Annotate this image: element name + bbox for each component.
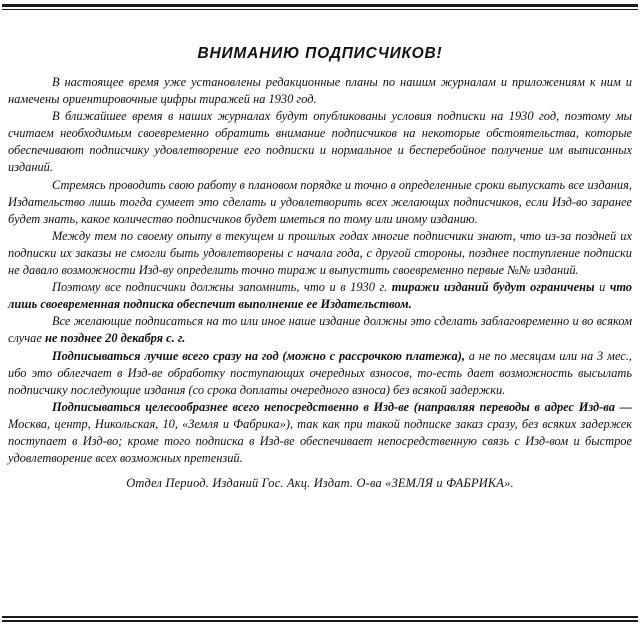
emphasized-text: тиражи изданий будут ограничены [391,280,595,295]
emphasized-text: Подписываться целесообразнее всего непосредственно в Изд-ве (направляя переводы в адрес Изд-ва — [52,399,632,414]
paragraph-text: Москва, центр, Никольская, 10, «Земля и Фабрика»), так как при такой подписке заказ сразу, без всяких задержек поступает в Изд-во; кроме того подписка в Изд-ве обеспечивает непосредственную связь с Изд-вом и быстрое удовлетворение всех возможных претензий. [8,416,632,466]
emphasized-text: не позднее 20 декабря с. г. [44,331,186,346]
paragraph-text: Стремясь проводить свою работу в плановом порядке и точно в определенные сроки выпускать все издания, Издательство лишь тогда сумеет это сделать и удовлетворить всех желающих подписчиков, если Изд-во заранее будет знать, какое количество подписчиков будет иметься по тому или иному изданию. [8,177,632,226]
top-rule-thick [2,4,638,7]
paragraph-text: Все желающие подписаться на то или иное наше издание должны это сделать заблаговременно и во всяком случае [8,314,632,346]
notice-signature: Отдел Период. Изданий Гос. Акц. Издат. О-ва «ЗЕМЛЯ и ФАБРИКА». [126,476,514,491]
notice-paragraph [8,348,632,399]
paragraph-text: и [594,280,610,295]
paragraph-text: В настоящее время уже установлены редакционные планы по нашим журналам и приложениям к ним и намечены ориентировочные цифры тиражей на 1930 год. [8,75,632,107]
notice-paragraph [8,177,632,228]
top-rule-thin [2,9,638,10]
notice-paragraph [8,399,632,467]
notice-paragraph [8,279,632,313]
emphasized-text: что лишь своевременная подписка обеспечит выполнение ее Издательством. [8,280,632,312]
notice-title: ВНИМАНИЮ ПОДПИСЧИКОВ! [197,45,443,62]
paragraph-text: а не по месяцам или на 3 мес., ибо это облегчает в Изд-ве обработку поступающих очередных взносов, то-есть дает возможность высылать подписчику последующие издания (со срока доплаты очередного взноса) без всякой задержки. [8,348,632,397]
subscriber-notice [8,44,632,492]
paragraph-text: В ближайшее время в наших журналах будут опубликованы условия подписки на 1930 год, поэтому мы считаем необходимым своевременно обратить внимание подписчиков на некоторые обстоятельства, которые обеспечивают подписчику удовлетворение его подписки и нормальное и бесперебойное получение им выписанных изданий. [8,109,632,175]
bottom-rule-lower [2,620,638,622]
notice-paragraph [8,108,632,176]
paragraph-text: Поэтому все подписчики должны запомнить, что и в 1930 г. [52,280,392,295]
notice-paragraph [8,228,632,279]
emphasized-text: Подписываться лучше всего сразу на год (можно с рассрочкою платежа), [52,348,465,363]
notice-body [8,74,632,467]
paragraph-text: Между тем по своему опыту в текущем и прошлых годах многие подписчики знают, что из-за поздней их подписки их заказы не смогли быть удовлетворены с начала года, с другой стороны, позднее поступление подписки не давало возможности Изд-ву определить точно тираж и выпустить своевременно первые №№ изданий. [8,228,632,278]
bottom-rule-upper [2,616,638,618]
notice-paragraph [8,74,632,108]
notice-paragraph [8,313,632,347]
